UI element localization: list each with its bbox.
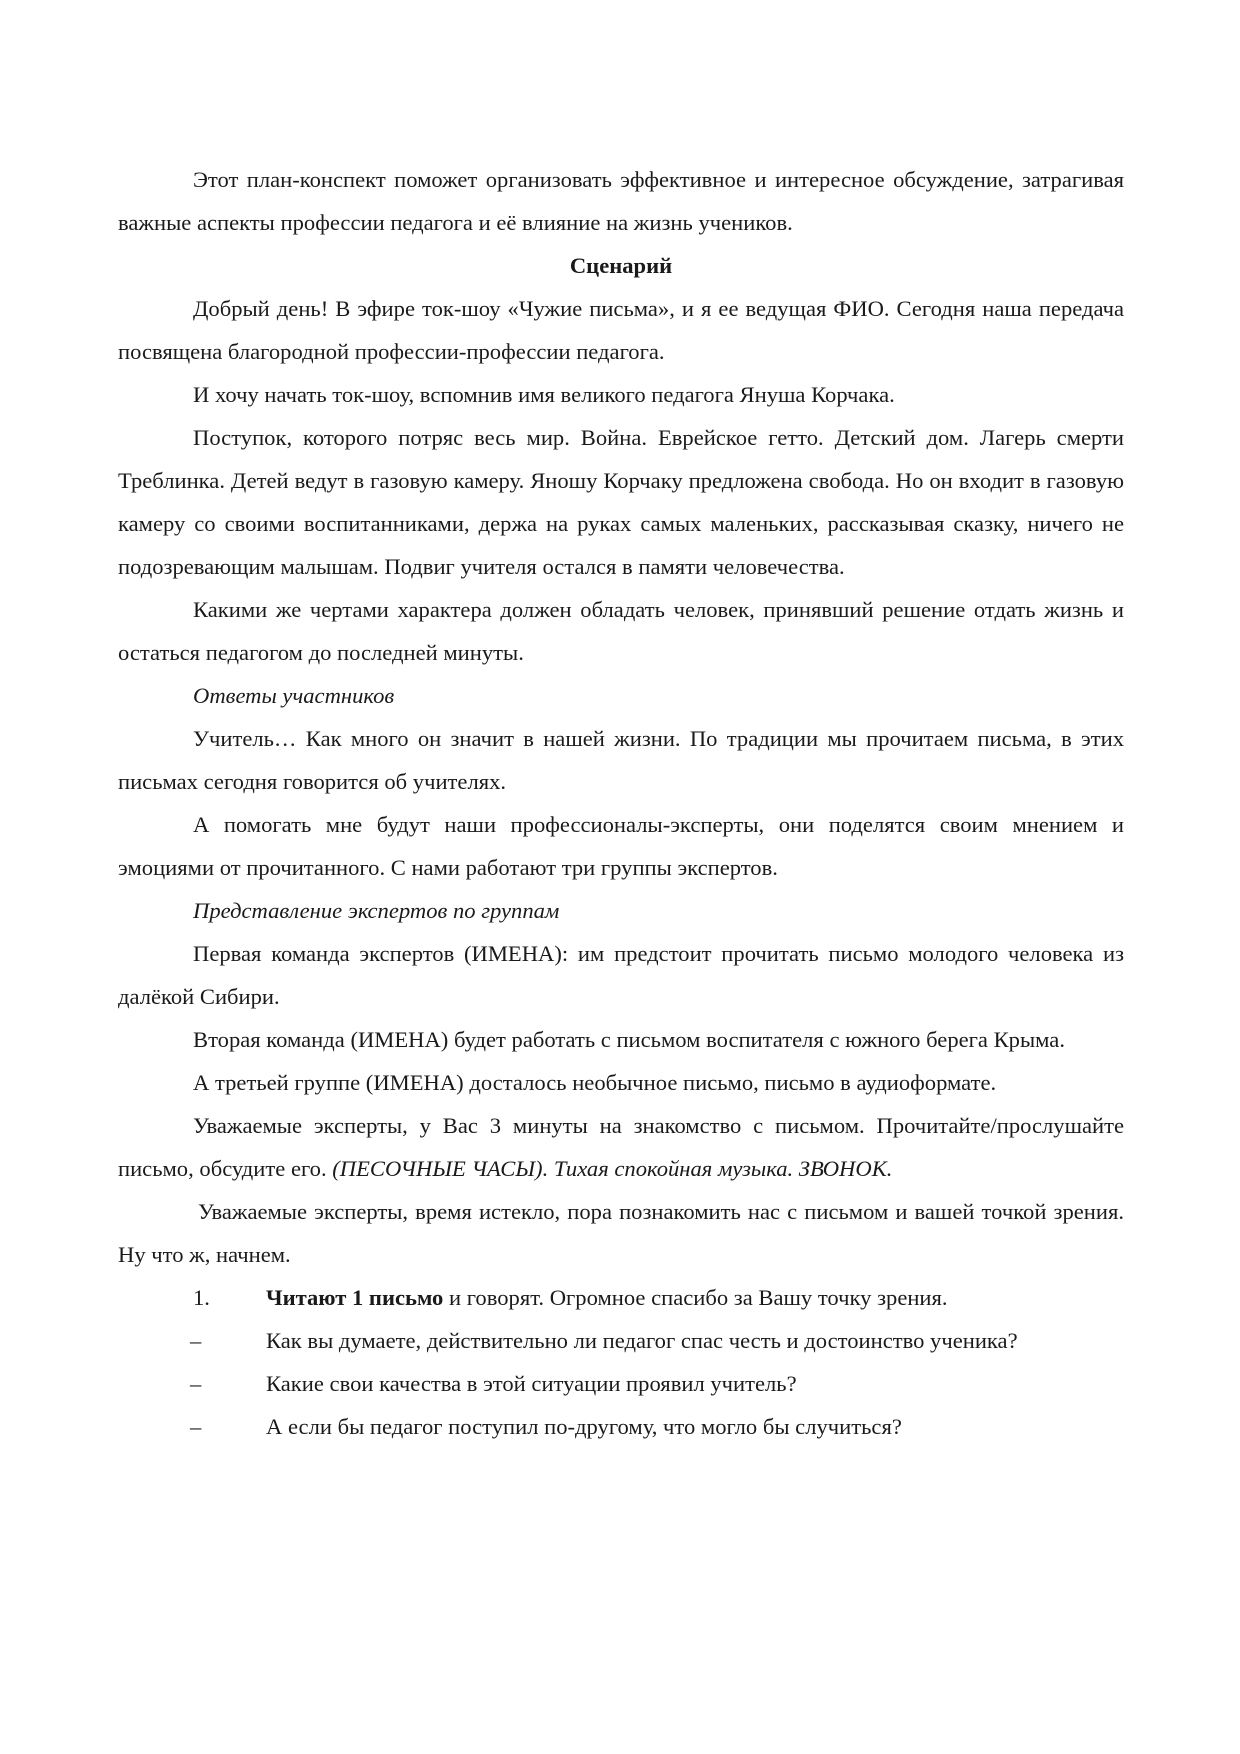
instructions-italic: (ПЕСОЧНЫЕ ЧАСЫ). Тихая спокойная музыка. ЗВОНОК. [332, 1156, 893, 1181]
list-item [118, 1405, 1124, 1448]
experts-paragraph: А помогать мне будут наши профессионалы-эксперты, они поделятся своим мнением и эмоциями от прочитанного. С нами работают три группы экспертов. [118, 812, 1124, 880]
greeting-paragraph: Добрый день! В эфире ток-шоу «Чужие письма», и я ее ведущая ФИО. Сегодня наша передача посвящена благородной профессии-профессии педагога. [118, 296, 1124, 364]
list-item [118, 1362, 1124, 1405]
list-item [118, 1319, 1124, 1362]
list-item-text [266, 1276, 948, 1319]
instructions-paragraph [118, 1104, 1124, 1190]
instructions-text: Уважаемые эксперты, у Вас 3 минуты на знакомство с письмом. Прочитайте/прослушайте письмо, обсудите его. [118, 1113, 1124, 1181]
question-three: А если бы педагог поступил по-другому, что могло бы случиться? [266, 1414, 902, 1439]
korczak-intro-paragraph: И хочу начать ток-шоу, вспомнив имя великого педагога Януша Корчака. [193, 382, 895, 407]
question-one: Как вы думаете, действительно ли педагог спас честь и достоинство ученика? [266, 1328, 1018, 1353]
list-item-bold: Читают 1 письмо [266, 1285, 444, 1310]
intro-paragraph: Этот план-конспект поможет организовать эффективное и интересное обсуждение, затрагивая важные аспекты профессии педагога и её влияние на жизнь учеников. [118, 167, 1124, 235]
team-three-paragraph: А третьей группе (ИМЕНА) досталось необычное письмо, письмо в аудиоформате. [193, 1070, 997, 1095]
korczak-story-paragraph: Поступок, которого потряс весь мир. Война. Еврейское гетто. Детский дом. Лагерь смерти Треблинка. Детей ведут в газовую камеру. Яношу Корчаку предложена свобода. Но он входит в газовую камеру со своими воспитанниками, держа на руках самых маленьких, рассказывая сказку, ничего не подозревающим малышам. Подвиг учителя остался в памяти человечества. [118, 425, 1124, 579]
document-body [118, 158, 1124, 1448]
list-item-rest: и говорят. Огромное спасибо за Вашу точку зрения. [443, 1285, 948, 1310]
question-two: Какие свои качества в этой ситуации проявил учитель? [266, 1371, 797, 1396]
team-one-paragraph: Первая команда экспертов (ИМЕНА): им предстоит прочитать письмо молодого человека из далёкой Сибири. [118, 941, 1124, 1009]
list-number: 1. [193, 1285, 210, 1310]
time-up-paragraph: Уважаемые эксперты, время истекло, пора познакомить нас с письмом и вашей точкой зрения. Ну что ж, начнем. [118, 1199, 1124, 1267]
dash-marker: – [190, 1328, 202, 1353]
teacher-paragraph: Учитель… Как много он значит в нашей жизни. По традиции мы прочитаем письма, в этих письмах сегодня говорится об учителях. [118, 726, 1124, 794]
dash-marker: – [190, 1371, 202, 1396]
dash-marker: – [190, 1414, 202, 1439]
participants-answers-note: Ответы участников [193, 683, 395, 708]
section-heading: Сценарий [569, 253, 673, 278]
team-two-paragraph: Вторая команда (ИМЕНА) будет работать с письмом воспитателя с южного берега Крыма. [193, 1027, 1065, 1052]
list-item [118, 1276, 1124, 1319]
experts-intro-note: Представление экспертов по группам [193, 898, 560, 923]
question-paragraph: Какими же чертами характера должен обладать человек, принявший решение отдать жизнь и остаться педагогом до последней минуты. [118, 597, 1124, 665]
